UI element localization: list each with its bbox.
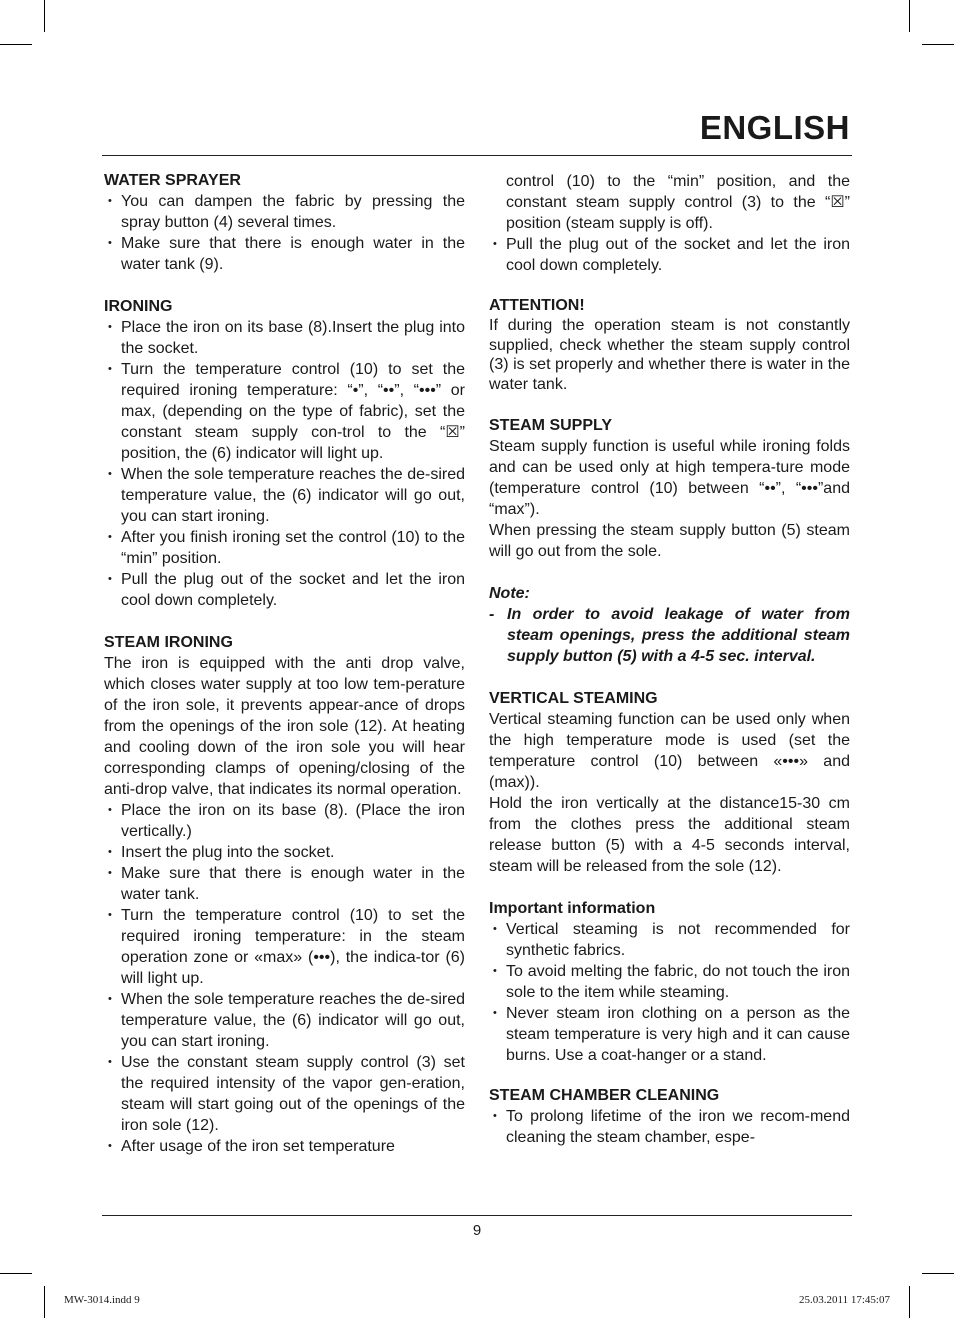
crop-mark (909, 0, 910, 32)
section-title: VERTICAL STEAMING (489, 690, 658, 707)
paragraph: The iron is equipped with the anti drop valve, which closes water supply at too low tem-perature of the iron sole, it prevents appear-ance of drops from the openings of the iron sole (12). At heating and cooling down of the iron sole you will hear corresponding clamps of opening/closing of the anti-drop valve, that indicates its normal operation. (104, 655, 465, 798)
list-item: • Make sure that there is enough water in the water tank. (104, 863, 465, 905)
list-item: • Insert the plug into the socket. (104, 842, 465, 863)
list-item: • Use the constant steam supply control (3) set the required intensity of the vapor gen-eration, steam will start going out of the openings of the iron sole (12). (104, 1052, 465, 1136)
bullet-list (489, 1106, 850, 1148)
list-item: • Place the iron on its base (8).Insert the plug into the socket. (104, 317, 465, 359)
left-column (104, 170, 465, 1157)
list-item: • When the sole temperature reaches the de-sired temperature value, the (6) indicator will go out, you can start ironing. (104, 989, 465, 1052)
paragraph: control (10) to the “min” position, and the constant steam supply control (3) to the “☒” position (steam supply is off). (506, 173, 850, 232)
crop-mark (44, 1286, 45, 1318)
footer-rule (102, 1215, 852, 1216)
print-slug-filename: MW-3014.indd 9 (64, 1294, 140, 1306)
list-item: • To avoid melting the fabric, do not touch the iron sole to the item while steaming. (489, 961, 850, 1003)
section-title: ATTENTION! (489, 297, 585, 314)
crop-mark (0, 44, 32, 45)
list-item: • After usage of the iron set temperature (104, 1136, 465, 1157)
paragraph: Hold the iron vertically at the distance15-30 cm from the clothes press the additional steam release button (5) with a 4-5 seconds interval, steam will be released from the sole (12). (489, 795, 850, 875)
bullet-list (104, 191, 465, 275)
section-title: STEAM CHAMBER CLEANING (489, 1087, 720, 1104)
bullet-list (104, 317, 465, 611)
bullet-list (489, 919, 850, 1066)
crop-mark (44, 0, 45, 32)
list-item: • Pull the plug out of the socket and let the iron cool down completely. (489, 234, 850, 276)
list-item: • Pull the plug out of the socket and let the iron cool down completely. (104, 569, 465, 611)
list-item: • You can dampen the fabric by pressing the spray button (4) several times. (104, 191, 465, 233)
header-rule (102, 155, 852, 156)
list-item: • Place the iron on its base (8). (Place the iron vertically.) (104, 800, 465, 842)
page-number: 9 (472, 1222, 482, 1239)
crop-mark (909, 1286, 910, 1318)
list-item: • Never steam iron clothing on a person as the steam temperature is very high and it can cause burns. Use a coat-hanger or a stand. (489, 1003, 850, 1066)
note-item (489, 604, 850, 667)
section-title: Important information (489, 900, 656, 917)
list-item: • When the sole temperature reaches the de-sired temperature value, the (6) indicator will go out, you can start ironing. (104, 464, 465, 527)
crop-mark (0, 1273, 32, 1274)
note-dash: - (489, 606, 495, 623)
page-language-heading: ENGLISH (699, 109, 850, 146)
paragraph: Steam supply function is useful while ironing folds and can be used only at high tempera-ture mode (temperature control (10) between “••”, “•••”and “max”). (489, 438, 850, 518)
paragraph: If during the operation steam is not constantly supplied, check whether the steam supply control (3) is set properly and whether there is water in the water tank. (489, 317, 850, 393)
section-title: IRONING (104, 298, 173, 315)
section-title: STEAM SUPPLY (489, 417, 612, 434)
note-title: Note: (489, 585, 530, 602)
crop-mark (922, 44, 954, 45)
paragraph: When pressing the steam supply button (5) steam will go out from the sole. (489, 522, 850, 560)
bullet-list (489, 234, 850, 276)
list-item: • To prolong lifetime of the iron we recom-mend cleaning the steam chamber, espe- (489, 1106, 850, 1148)
list-item: • After you finish ironing set the control (10) to the “min” position. (104, 527, 465, 569)
list-item: • Make sure that there is enough water in the water tank (9). (104, 233, 465, 275)
list-item: • Vertical steaming is not recommended for synthetic fabrics. (489, 919, 850, 961)
section-title: WATER SPRAYER (104, 172, 241, 189)
crop-mark (922, 1273, 954, 1274)
print-slug-timestamp: 25.03.2011 17:45:07 (799, 1294, 890, 1306)
bullet-list (104, 800, 465, 1157)
paragraph: Vertical steaming function can be used only when the high temperature mode is used (set the temperature control (10) between «•••» and (max)). (489, 711, 850, 791)
right-column (489, 171, 850, 1148)
list-item: • Turn the temperature control (10) to set the required ironing temperature: “•”, “••”, “•••” or max, (depending on the type of fabric), set the constant steam supply con-trol to the “☒” position, the (6) indicator will light up. (104, 359, 465, 464)
note-text: In order to avoid leakage of water from steam openings, press the additional steam supply button (5) with a 4-5 sec. interval. (507, 606, 850, 665)
list-item: • Turn the temperature control (10) to set the required ironing temperature: in the steam operation zone or «max» (•••), the indica-tor (6) will light up. (104, 905, 465, 989)
section-title: STEAM IRONING (104, 634, 233, 651)
